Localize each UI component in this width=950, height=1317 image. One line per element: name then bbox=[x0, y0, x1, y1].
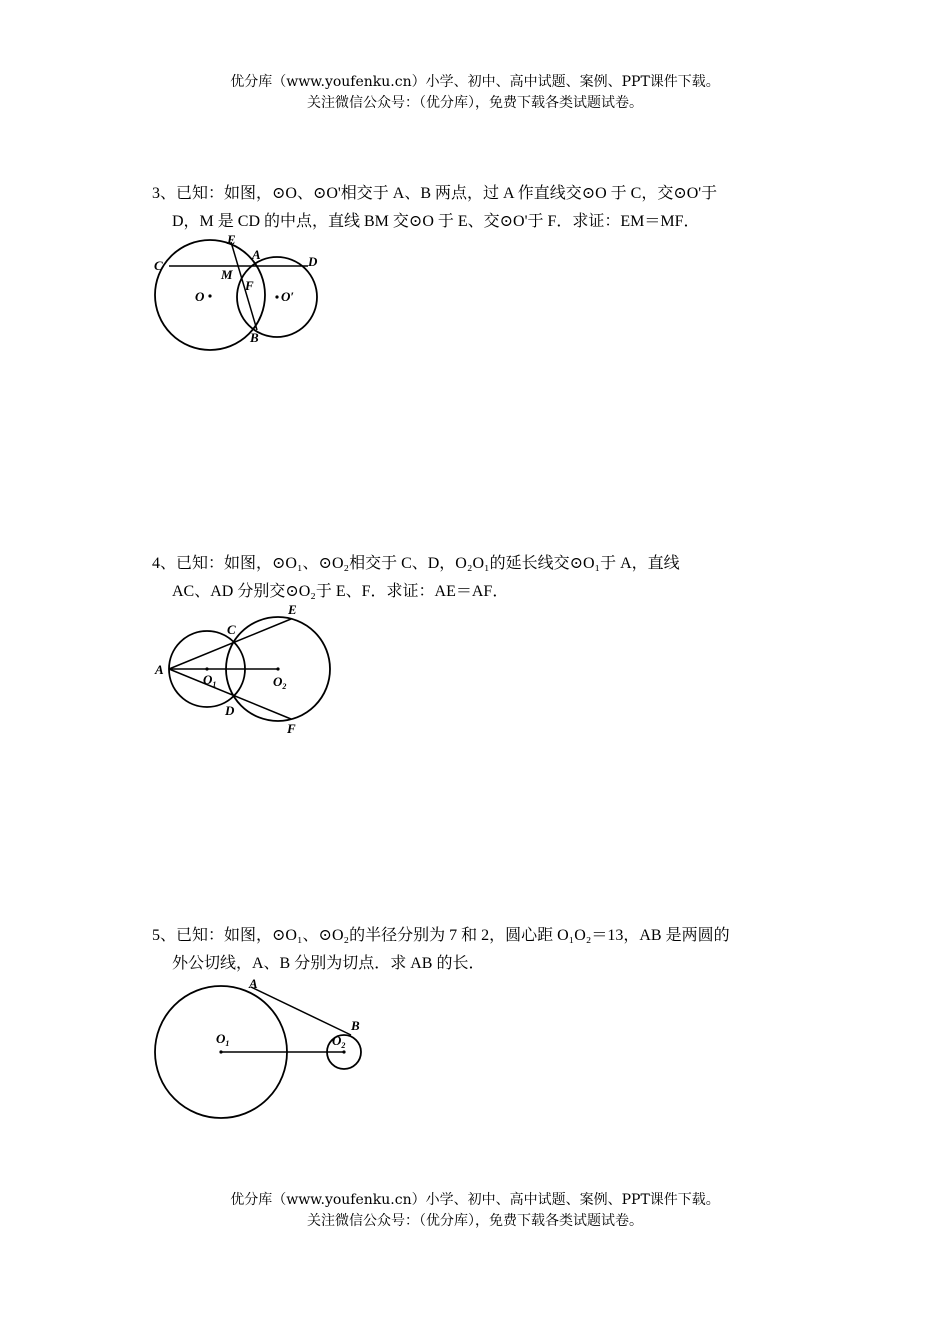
label-A: A bbox=[252, 247, 261, 262]
label-B: B bbox=[250, 330, 259, 345]
point-O bbox=[208, 294, 211, 297]
page-header bbox=[0, 72, 950, 114]
label-C: C bbox=[227, 622, 236, 637]
label-D: D bbox=[225, 703, 235, 718]
header-line-2: 关注微信公众号：（优分库），免费下载各类试题试卷。 bbox=[307, 95, 643, 111]
label-O-prime: O′ bbox=[281, 289, 295, 304]
label-M: M bbox=[221, 267, 233, 282]
problem-3-line-1: 3、已知：如图，⊙O、⊙O'相交于 A、B 两点，过 A 作直线交⊙O 于 C，交⊙O'于 bbox=[152, 185, 718, 202]
page-footer bbox=[0, 1190, 950, 1232]
point-O1 bbox=[219, 1050, 222, 1053]
label-O: O bbox=[195, 289, 205, 304]
problem-5 bbox=[152, 922, 802, 978]
label-F: F bbox=[287, 721, 296, 736]
header-line-1: 优分库（www.youfenku.cn）小学、初中、高中试题、案例、PPT课件下载。 bbox=[230, 74, 720, 90]
problem-4 bbox=[152, 550, 802, 606]
label-A: A bbox=[249, 976, 258, 991]
label-E: E bbox=[288, 602, 297, 617]
point-O2 bbox=[342, 1050, 345, 1053]
footer-line-2: 关注微信公众号：（优分库），免费下载各类试题试卷。 bbox=[307, 1213, 643, 1229]
problem-4-line-2: AC、AD 分别交⊙O₂于 E、F．求证：AE＝AF． bbox=[172, 583, 509, 600]
label-D: D bbox=[308, 254, 318, 269]
footer-line-1: 优分库（www.youfenku.cn）小学、初中、高中试题、案例、PPT课件下载。 bbox=[230, 1192, 720, 1208]
problem-5-line-1: 5、已知：如图，⊙O₁、⊙O₂的半径分别为 7 和 2，圆心距 O₁O₂＝13，AB 是两圆的 bbox=[152, 927, 730, 944]
problem-3-figure bbox=[145, 228, 335, 358]
label-O2: $O_2$ bbox=[273, 674, 287, 691]
label-F: F bbox=[245, 278, 254, 293]
label-O1: $O_1$ bbox=[203, 672, 217, 689]
point-O2 bbox=[276, 667, 279, 670]
problem-5-line-2: 外公切线，A、B 分别为切点．求 AB 的长． bbox=[172, 955, 485, 972]
point-O-prime bbox=[275, 295, 278, 298]
label-B: B bbox=[351, 1018, 360, 1033]
problem-4-figure bbox=[150, 600, 340, 740]
label-A: A bbox=[155, 662, 164, 677]
problem-5-figure bbox=[150, 974, 380, 1124]
problem-4-line-1: 4、已知：如图，⊙O₁、⊙O₂相交于 C、D，O₂O₁的延长线交⊙O₁于 A，直线 bbox=[152, 555, 680, 572]
label-O2: $O_2$ bbox=[332, 1033, 346, 1050]
label-O1: $O_1$ bbox=[216, 1031, 230, 1048]
point-O1 bbox=[205, 667, 208, 670]
problem-3-line-2: D，M 是 CD 的中点，直线 BM 交⊙O 于 E、交⊙O'于 F．求证：EM＝MF． bbox=[172, 213, 700, 230]
line-AB bbox=[251, 987, 351, 1035]
label-C: C bbox=[154, 258, 163, 273]
label-E: E bbox=[227, 232, 236, 247]
